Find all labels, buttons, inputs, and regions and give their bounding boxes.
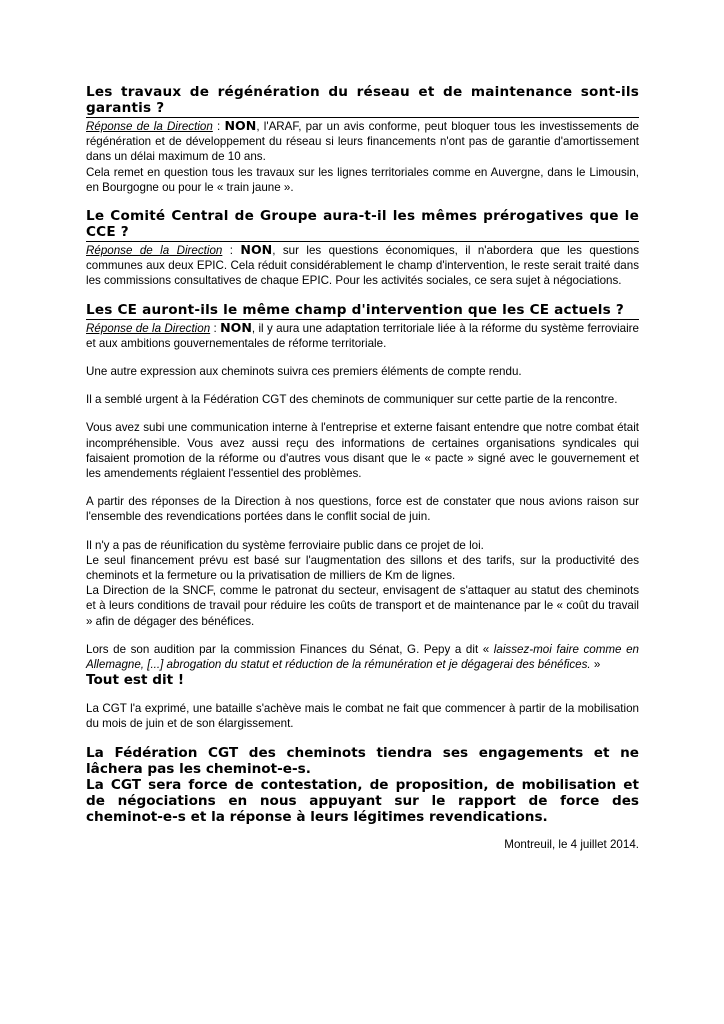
answer-2: Réponse de la Direction : NON, sur les questions économiques, il n'abordera que les questions communes aux deux EPIC. Cela réduit considérablement le champ d'intervention, le reste serait traité dans les commissions consultatives de chaque EPIC. Pour les activités sociales, ce sera sujet à négociations.: [86, 242, 639, 288]
paragraph-urgent: Il a semblé urgent à la Fédération CGT des cheminots de communiquer sur cette partie de la rencontre.: [86, 393, 618, 407]
question-3-heading: Les CE auront-ils le même champ d'intervention que les CE actuels ?: [86, 302, 639, 320]
pepy-quote: laissez-moi faire comme en Allemagne, [...] abrogation du statut et réduction de la rémunération et je dégagerai des bénéfices.: [86, 642, 639, 672]
answer-1-continued: Cela remet en question tous les travaux sur les lignes territoriales comme en Auvergne, dans le Limousin, en Bourgogne ou pour le « train jaune ».: [86, 165, 639, 194]
audition-close: »: [590, 658, 601, 672]
answer-1: Réponse de la Direction : NON, l'ARAF, par un avis conforme, peut bloquer tous les investissements de régénération et de développement du réseau si leurs financements n'ont pas de garantie d'amortissement dans un délai maximum de 10 ans.: [86, 118, 639, 164]
tout-est-dit: Tout est dit !: [86, 672, 185, 689]
answer-3-text: , il y aura une adaptation territoriale liée à la réforme du système ferroviaire et aux ambitions gouvernementales de réforme territoriale.: [86, 321, 639, 350]
final-statement-2: La CGT sera force de contestation, de proposition, de mobilisation et de négociations en nous appuyant sur le rapport de force des cheminot-e-s et la réponse à leurs légitimes revendications.: [86, 776, 639, 825]
paragraph-direction-sncf: La Direction de la SNCF, comme le patronat du secteur, envisagent de s'attaquer au statut des cheminots et à leurs conditions de travail pour réduire les coûts de transport et de maintenance par le « coût du travail » afin de dégager des bénéfices.: [86, 584, 639, 628]
answer-2-lead: Réponse de la Direction: [86, 244, 223, 258]
answer-2-non: NON: [240, 242, 273, 258]
paragraph-audition: [86, 642, 639, 672]
document-body: [86, 84, 639, 852]
answer-2-text: , sur les questions économiques, il n'abordera que les questions communes aux deux EPIC. Cela réduit considérablement le champ d'intervention, le reste serait traité dans les commissions consultatives de chaque EPIC. Pour les activités sociales, ce sera sujet à négociations.: [86, 244, 639, 288]
final-statement-1: La Fédération CGT des cheminots tiendra ses engagements et ne lâchera pas les cheminot-e-s.: [86, 744, 639, 777]
paragraph-communication: Vous avez subi une communication interne à l'entreprise et externe faisant entendre que notre combat était incompréhensible. Vous avez aussi reçu des informations de certaines organisations syndicales qui faisaient promotion de la réforme ou d'autres vous disant que le « pacte » signé avec le gouvernement et les amendements réglaient l'essentiel des problèmes.: [86, 421, 639, 481]
audition-intro: Lors de son audition par la commission Finances du Sénat, G. Pepy a dit «: [86, 642, 494, 656]
answer-1-text: , l'ARAF, par un avis conforme, peut bloquer tous les investissements de régénération et de développement du réseau si leurs financements n'ont pas de garantie d'amortissement dans un délai maximum de 10 ans.: [86, 120, 639, 164]
answer-1-non: NON: [224, 118, 257, 133]
question-1-heading: Les travaux de régénération du réseau et de maintenance sont-ils garantis ?: [86, 84, 639, 116]
answer-1-lead: Réponse de la Direction: [86, 120, 213, 133]
answer-3: Réponse de la Direction : NON, il y aura une adaptation territoriale liée à la réforme du système ferroviaire et aux ambitions gouvernementales de réforme territoriale.: [86, 319, 639, 350]
paragraph-reunification: Il n'y a pas de réunification du système ferroviaire public dans ce projet de loi.: [86, 538, 484, 552]
answer-3-lead: Réponse de la Direction: [86, 321, 211, 335]
paragraph-expression: Une autre expression aux cheminots suivra ces premiers éléments de compte rendu.: [86, 365, 522, 379]
question-2-heading: Le Comité Central de Groupe aura-t-il les mêmes prérogatives que le CCE ?: [86, 208, 639, 241]
answer-3-non: NON: [220, 319, 252, 335]
paragraph-financement: Le seul financement prévu est basé sur l'augmentation des sillons et des tarifs, sur la productivité des cheminots et la fermeture ou la privatisation de milliers de Km de lignes.: [86, 553, 639, 583]
paragraph-reponses: A partir des réponses de la Direction à nos questions, force est de constater que nous avions raison sur l'ensemble des revendications portées dans le conflit social de juin.: [86, 495, 639, 524]
signature-date: Montreuil, le 4 juillet 2014.: [504, 837, 639, 851]
paragraph-cgt-exprime: La CGT l'a exprimé, une bataille s'achève mais le combat ne fait que commencer à partir de la mobilisation du mois de juin et de son élargissement.: [86, 702, 639, 731]
